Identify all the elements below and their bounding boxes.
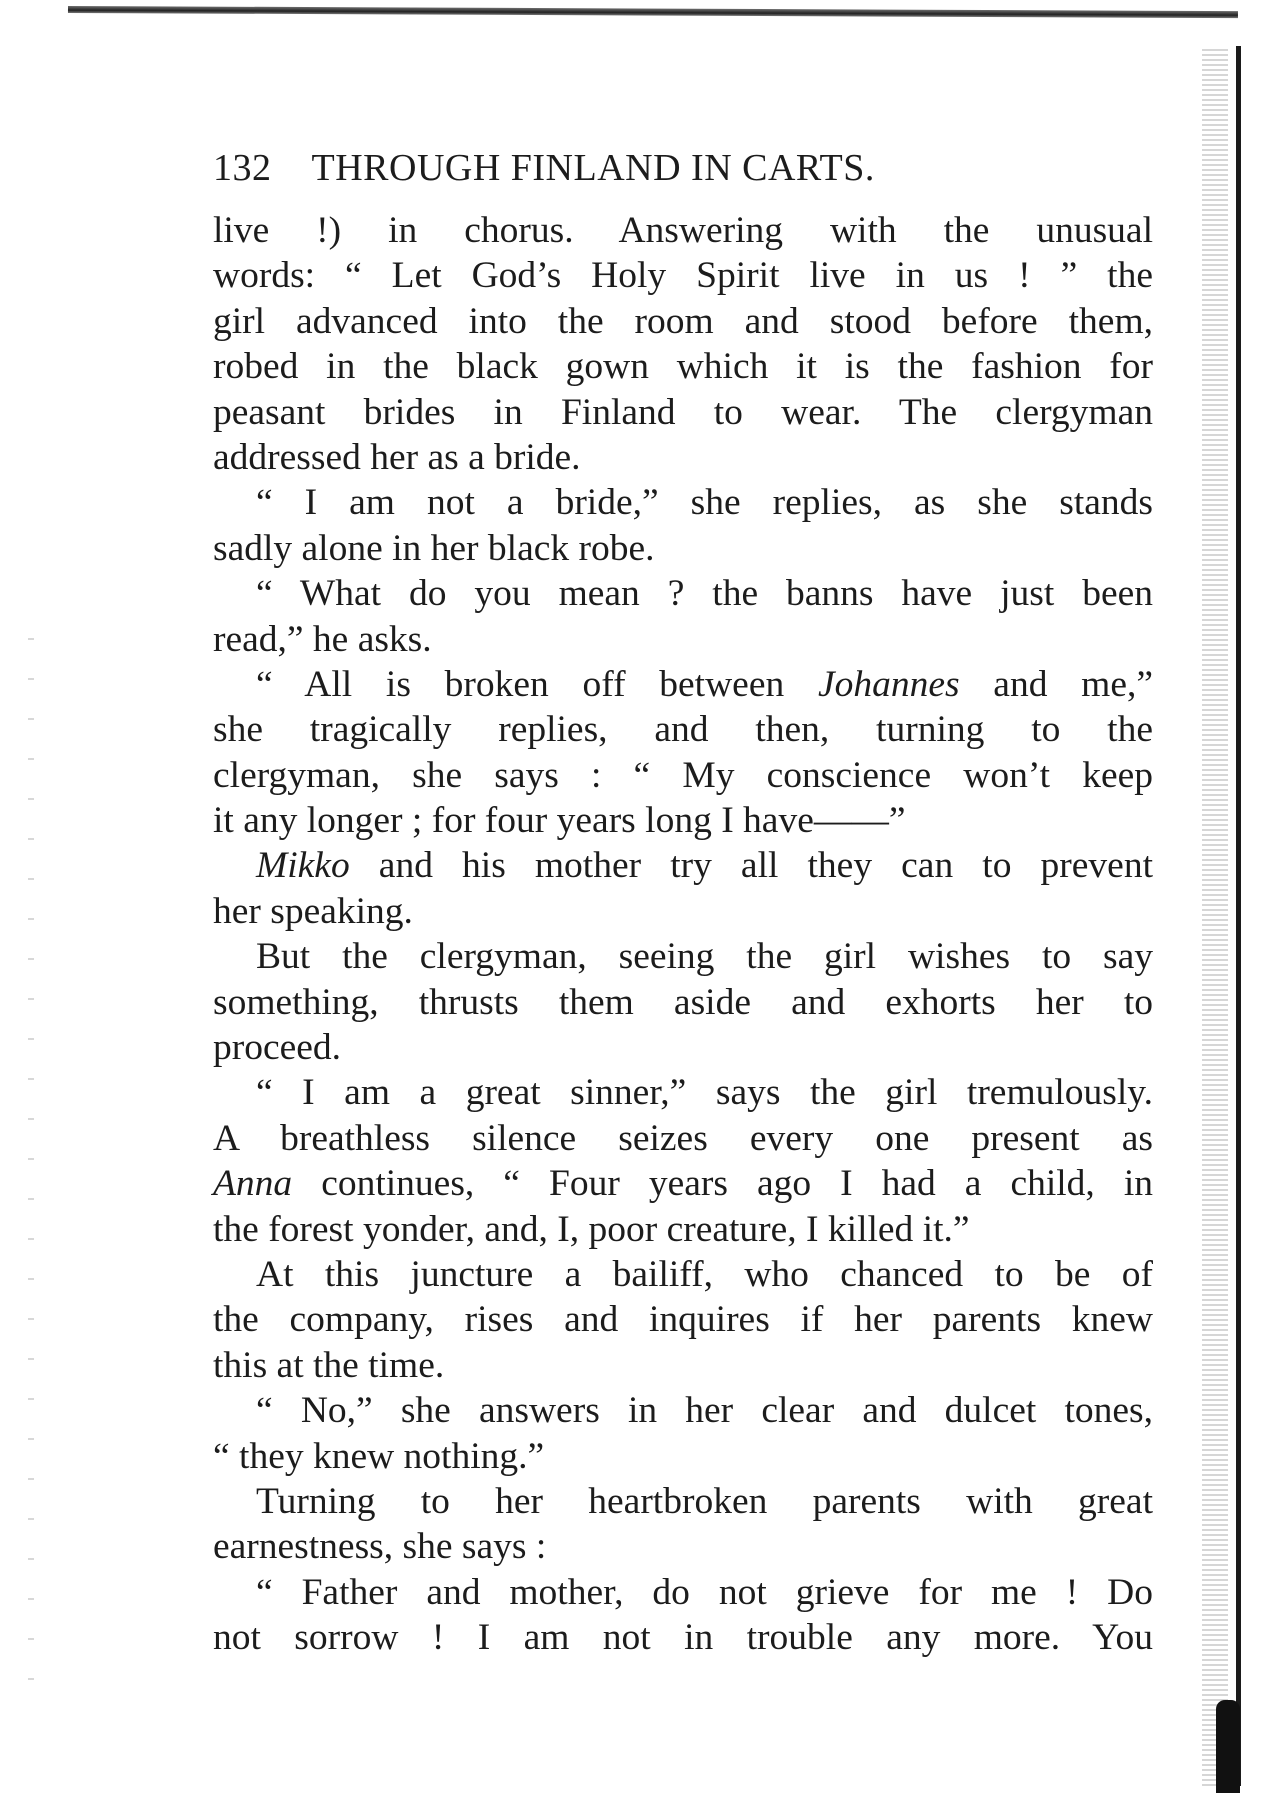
- page-binding-edge: [1202, 46, 1228, 1786]
- top-rule: [68, 6, 1238, 18]
- text-line: “ Father and mother, do not grieve for me ! Do: [256, 1571, 1153, 1613]
- text-line: proceed.: [213, 1027, 342, 1069]
- page-binding-line: [1236, 46, 1241, 1786]
- text-line: [213, 662, 1153, 707]
- running-title: THROUGH FINLAND IN CARTS.: [311, 147, 875, 189]
- text-line: “ I am a great sinner,” says the girl tremulously.: [256, 1072, 1153, 1114]
- text-line: “ No,” she answers in her clear and dulcet tones,: [256, 1390, 1153, 1432]
- text-line: her speaking.: [213, 890, 413, 932]
- text-fragment: and his mother try all they can to prevent: [349, 845, 1153, 887]
- text-line: earnestness, she says :: [213, 1526, 547, 1568]
- text-line: A breathless silence seizes every one present as: [213, 1117, 1153, 1159]
- text-line: “ they knew nothing.”: [213, 1435, 545, 1477]
- text-line: something, thrusts them aside and exhorts her to: [213, 981, 1153, 1023]
- text-line: But the clergyman, seeing the girl wishes to say: [256, 936, 1153, 978]
- binding-ink-mark: [1216, 1700, 1240, 1793]
- text-line: words: “ Let God’s Holy Spirit live in us ! ” the: [213, 255, 1153, 297]
- text-line: girl advanced into the room and stood before them,: [213, 300, 1153, 342]
- text-line: robed in the black gown which it is the fashion for: [213, 346, 1153, 388]
- text-line: Turning to her heartbroken parents with great: [256, 1480, 1153, 1522]
- text-line: “ What do you mean ? the banns have just been: [256, 573, 1153, 615]
- text-fragment: continues, “ Four years ago I had a child, in: [292, 1163, 1153, 1205]
- text-line: read,” he asks.: [213, 618, 432, 660]
- text-line: the company, rises and inquires if her parents knew: [213, 1299, 1153, 1341]
- text-line: peasant brides in Finland to wear. The clergyman: [213, 391, 1153, 433]
- text-line: [213, 1161, 1153, 1206]
- text-line: she tragically replies, and then, turning to the: [213, 709, 1153, 751]
- text-line: “ I am not a bride,” she replies, as she stands: [256, 482, 1153, 524]
- text-line: this at the time.: [213, 1344, 445, 1386]
- text-fragment: “ All is broken off between: [256, 663, 818, 705]
- text-line: sadly alone in her black robe.: [213, 527, 655, 569]
- text-line: the forest yonder, and, I, poor creature, I killed it.”: [213, 1208, 970, 1250]
- italic-name: Mikko: [256, 845, 350, 887]
- page-number: 132: [213, 147, 272, 189]
- body-text: [213, 208, 1153, 1661]
- text-line: it any longer ; for four years long I have——”: [213, 800, 906, 842]
- text-line: addressed her as a bride.: [213, 436, 581, 478]
- text-line: not sorrow ! I am not in trouble any more. You: [213, 1617, 1153, 1659]
- running-head: [213, 140, 1013, 196]
- text-line: clergyman, she says : “ My conscience won’t keep: [213, 754, 1153, 796]
- margin-speckle: [28, 600, 34, 1700]
- text-line: At this juncture a bailiff, who chanced to be of: [256, 1253, 1153, 1295]
- italic-name: Johannes: [817, 663, 960, 705]
- text-fragment: and me,”: [959, 663, 1153, 705]
- italic-name: Anna: [213, 1163, 293, 1205]
- text-line: [213, 843, 1153, 888]
- text-line: live !) in chorus. Answering with the unusual: [213, 210, 1153, 251]
